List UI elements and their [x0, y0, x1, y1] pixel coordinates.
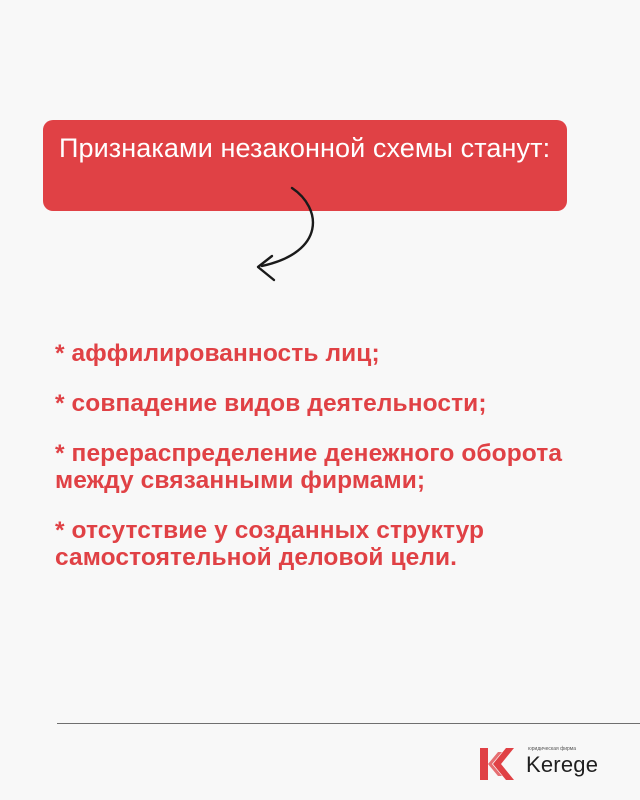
- brand-logo: [480, 746, 620, 780]
- divider: [57, 723, 640, 724]
- list-item: * аффилированность лиц;: [55, 340, 380, 367]
- criteria-list: [55, 340, 615, 594]
- list-item: * совпадение видов деятельности;: [55, 390, 487, 417]
- list-item: * отсутствие у созданных структур самостоятельной деловой цели.: [55, 517, 485, 571]
- list-item: * перераспределение денежного оборота между связанными фирмами;: [55, 440, 563, 494]
- brand-tagline: юридическая фирма: [528, 746, 577, 752]
- brand-name: Kerege: [526, 752, 599, 777]
- kerege-chevrons-icon: [480, 748, 518, 780]
- curved-arrow-icon: [250, 180, 330, 290]
- headline-text: Признаками незаконной схемы станут:: [59, 133, 551, 163]
